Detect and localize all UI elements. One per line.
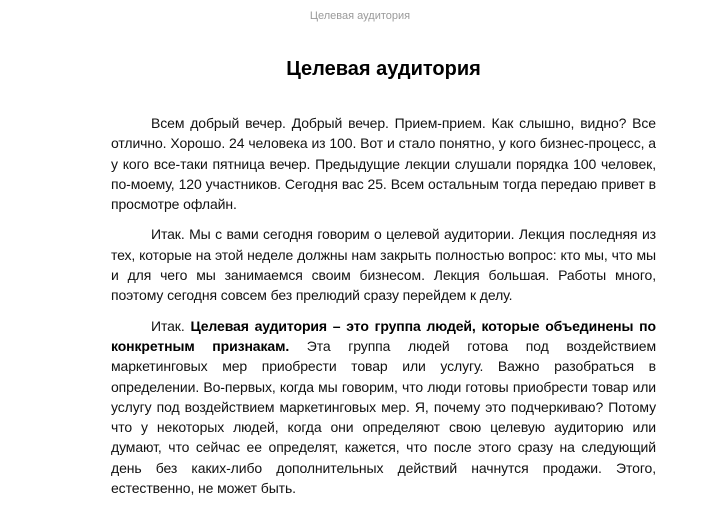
document-title: Целевая аудитория: [286, 58, 481, 80]
paragraph-1: Всем добрый вечер. Добрый вечер. Прием-прием. Как слышно, видно? Все отлично. Хорошо. 24 человека из 100. Вот и стало понятно, у кого бизнес-процесс, а у кого все-таки пятница вечер. Предыдущие лекции слушали порядка 100 человек, по-моему, 120 участников. Сегодня вас 25. Всем остальным тогда передаю привет в просмотре офлайн.: [111, 115, 656, 213]
paragraph-3: [111, 316, 656, 499]
paragraph-2: Итак. Мы с вами сегодня говорим о целевой аудитории. Лекция последняя из тех, которые на этой неделе должны нам закрыть полностью вопрос: кто мы, что мы и для чего мы занимаемся своим бизнесом. Лекция большая. Работы много, поэтому сегодня совсем без прелюдий сразу перейдем к делу.: [111, 226, 656, 304]
paragraph-3-text: Эта группа людей готова под воздействием маркетинговых мер приобрести товар или услугу. Важно разобраться в определении. Во-первых, когда мы говорим, что люди готовы приобрести товар или услугу под воздействием маркетинговых мер. Я, почему это подчеркиваю? Потому что у некоторых людей, когда они определяют свою целевую аудиторию или думают, что сейчас ее определят, кажется, что после этого сразу на следующий день без каких-либо дополнительных действий начнутся продажи. Этого, естественно, не может быть.: [111, 337, 657, 497]
page-header: Целевая аудитория: [309, 10, 411, 22]
definition-bold: Целевая аудитория – это группа людей, которые объединены по конкретным признакам.: [111, 317, 656, 354]
paragraph-3-lead: Итак.: [151, 317, 191, 334]
document-body: [111, 48, 656, 508]
